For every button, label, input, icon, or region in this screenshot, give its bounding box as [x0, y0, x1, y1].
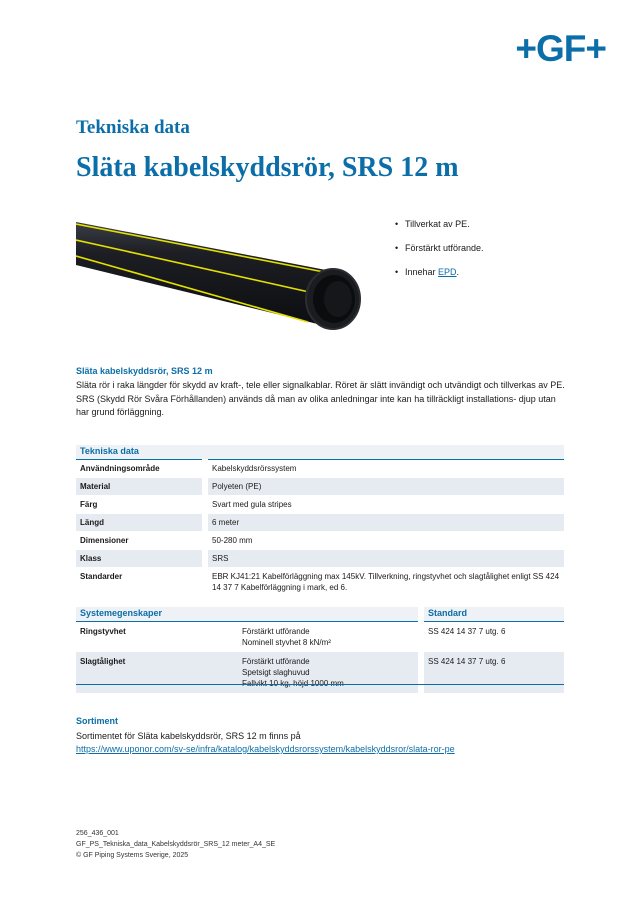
sortiment-heading: Sortiment [76, 716, 119, 726]
sys-table-heading: Systemegenskaper [76, 607, 418, 622]
gf-logo: +GF+ [515, 28, 606, 69]
intro-text: Släta rör i raka längder för skydd av kraft-, tele eller signalkablar. Röret är slätt invändigt och utvändigt och tillverkas av PE. SRS (Skydd Rör Svåra Förhållanden) används då man av olika anledningar inte kan ha tillräckligt installations- djup utan har grund förläggning. [76, 380, 565, 417]
tech-table-heading: Tekniska data [76, 445, 564, 460]
table-row: Material Polyeten (PE) [76, 478, 564, 496]
epd-link[interactable]: EPD [438, 267, 457, 277]
doc-code: 256_436_001 [76, 830, 119, 837]
list-item: • Förstärkt utförande. [395, 243, 484, 253]
table-row: Färg Svart med gula stripes [76, 496, 564, 514]
list-item: • Innehar EPD. [395, 267, 460, 277]
sys-table-bottom-rule [76, 684, 564, 685]
page-supertitle: Tekniska data [76, 117, 190, 138]
page-title: Släta kabelskyddsrör, SRS 12 m [76, 152, 459, 183]
system-properties-table [76, 607, 564, 693]
table-row: Användningsområde Kabelskyddsrörssystem [76, 460, 564, 478]
feature-list [395, 219, 484, 291]
copyright: © GF Piping Systems Sverige, 2025 [76, 852, 189, 859]
table-row: Klass SRS [76, 550, 564, 568]
footer [76, 828, 275, 861]
list-item: • Tillverkat av PE. [395, 219, 470, 229]
intro-heading: Släta kabelskyddsrör, SRS 12 m [76, 366, 213, 376]
table-row: Längd 6 meter [76, 514, 564, 532]
pipe-image [76, 210, 366, 340]
doc-filename: GF_PS_Tekniska_data_Kabelskyddsrör_SRS_12 meter_A4_SE [76, 841, 276, 848]
table-row: Ringstyvhet Förstärkt utförande Nominell styvhet 8 kN/m² SS 424 14 37 7 utg. 6 [76, 622, 564, 653]
table-row: Dimensioner 50-280 mm [76, 532, 564, 550]
standard-heading: Standard [424, 607, 564, 622]
tech-data-table [76, 445, 564, 597]
table-row: Standarder EBR KJ41:21 Kabelförläggning max 145kV. Tillverkning, ringstyvhet och slagtålighet enligt SS 424 14 37 7 Kabelförläggning i mark, ed 6. [76, 568, 564, 597]
sortiment-link[interactable]: https://www.uponor.com/sv-se/infra/katalog/kabelskyddsrorssystem/kabelskyddsror/slata-ror-pe [76, 744, 455, 754]
sortiment-text: Sortimentet för Släta kabelskyddsrör, SRS 12 m finns på https://www.uponor.com/sv-se/infra/katalog/kabelskyddsrorssystem/kabelskyddsror/slata-ror-pe [76, 731, 455, 754]
table-row: Slagtålighet Förstärkt utförande Spetsigt slaghuvud SS 424 14 37 7 utg. 6 [76, 652, 564, 693]
